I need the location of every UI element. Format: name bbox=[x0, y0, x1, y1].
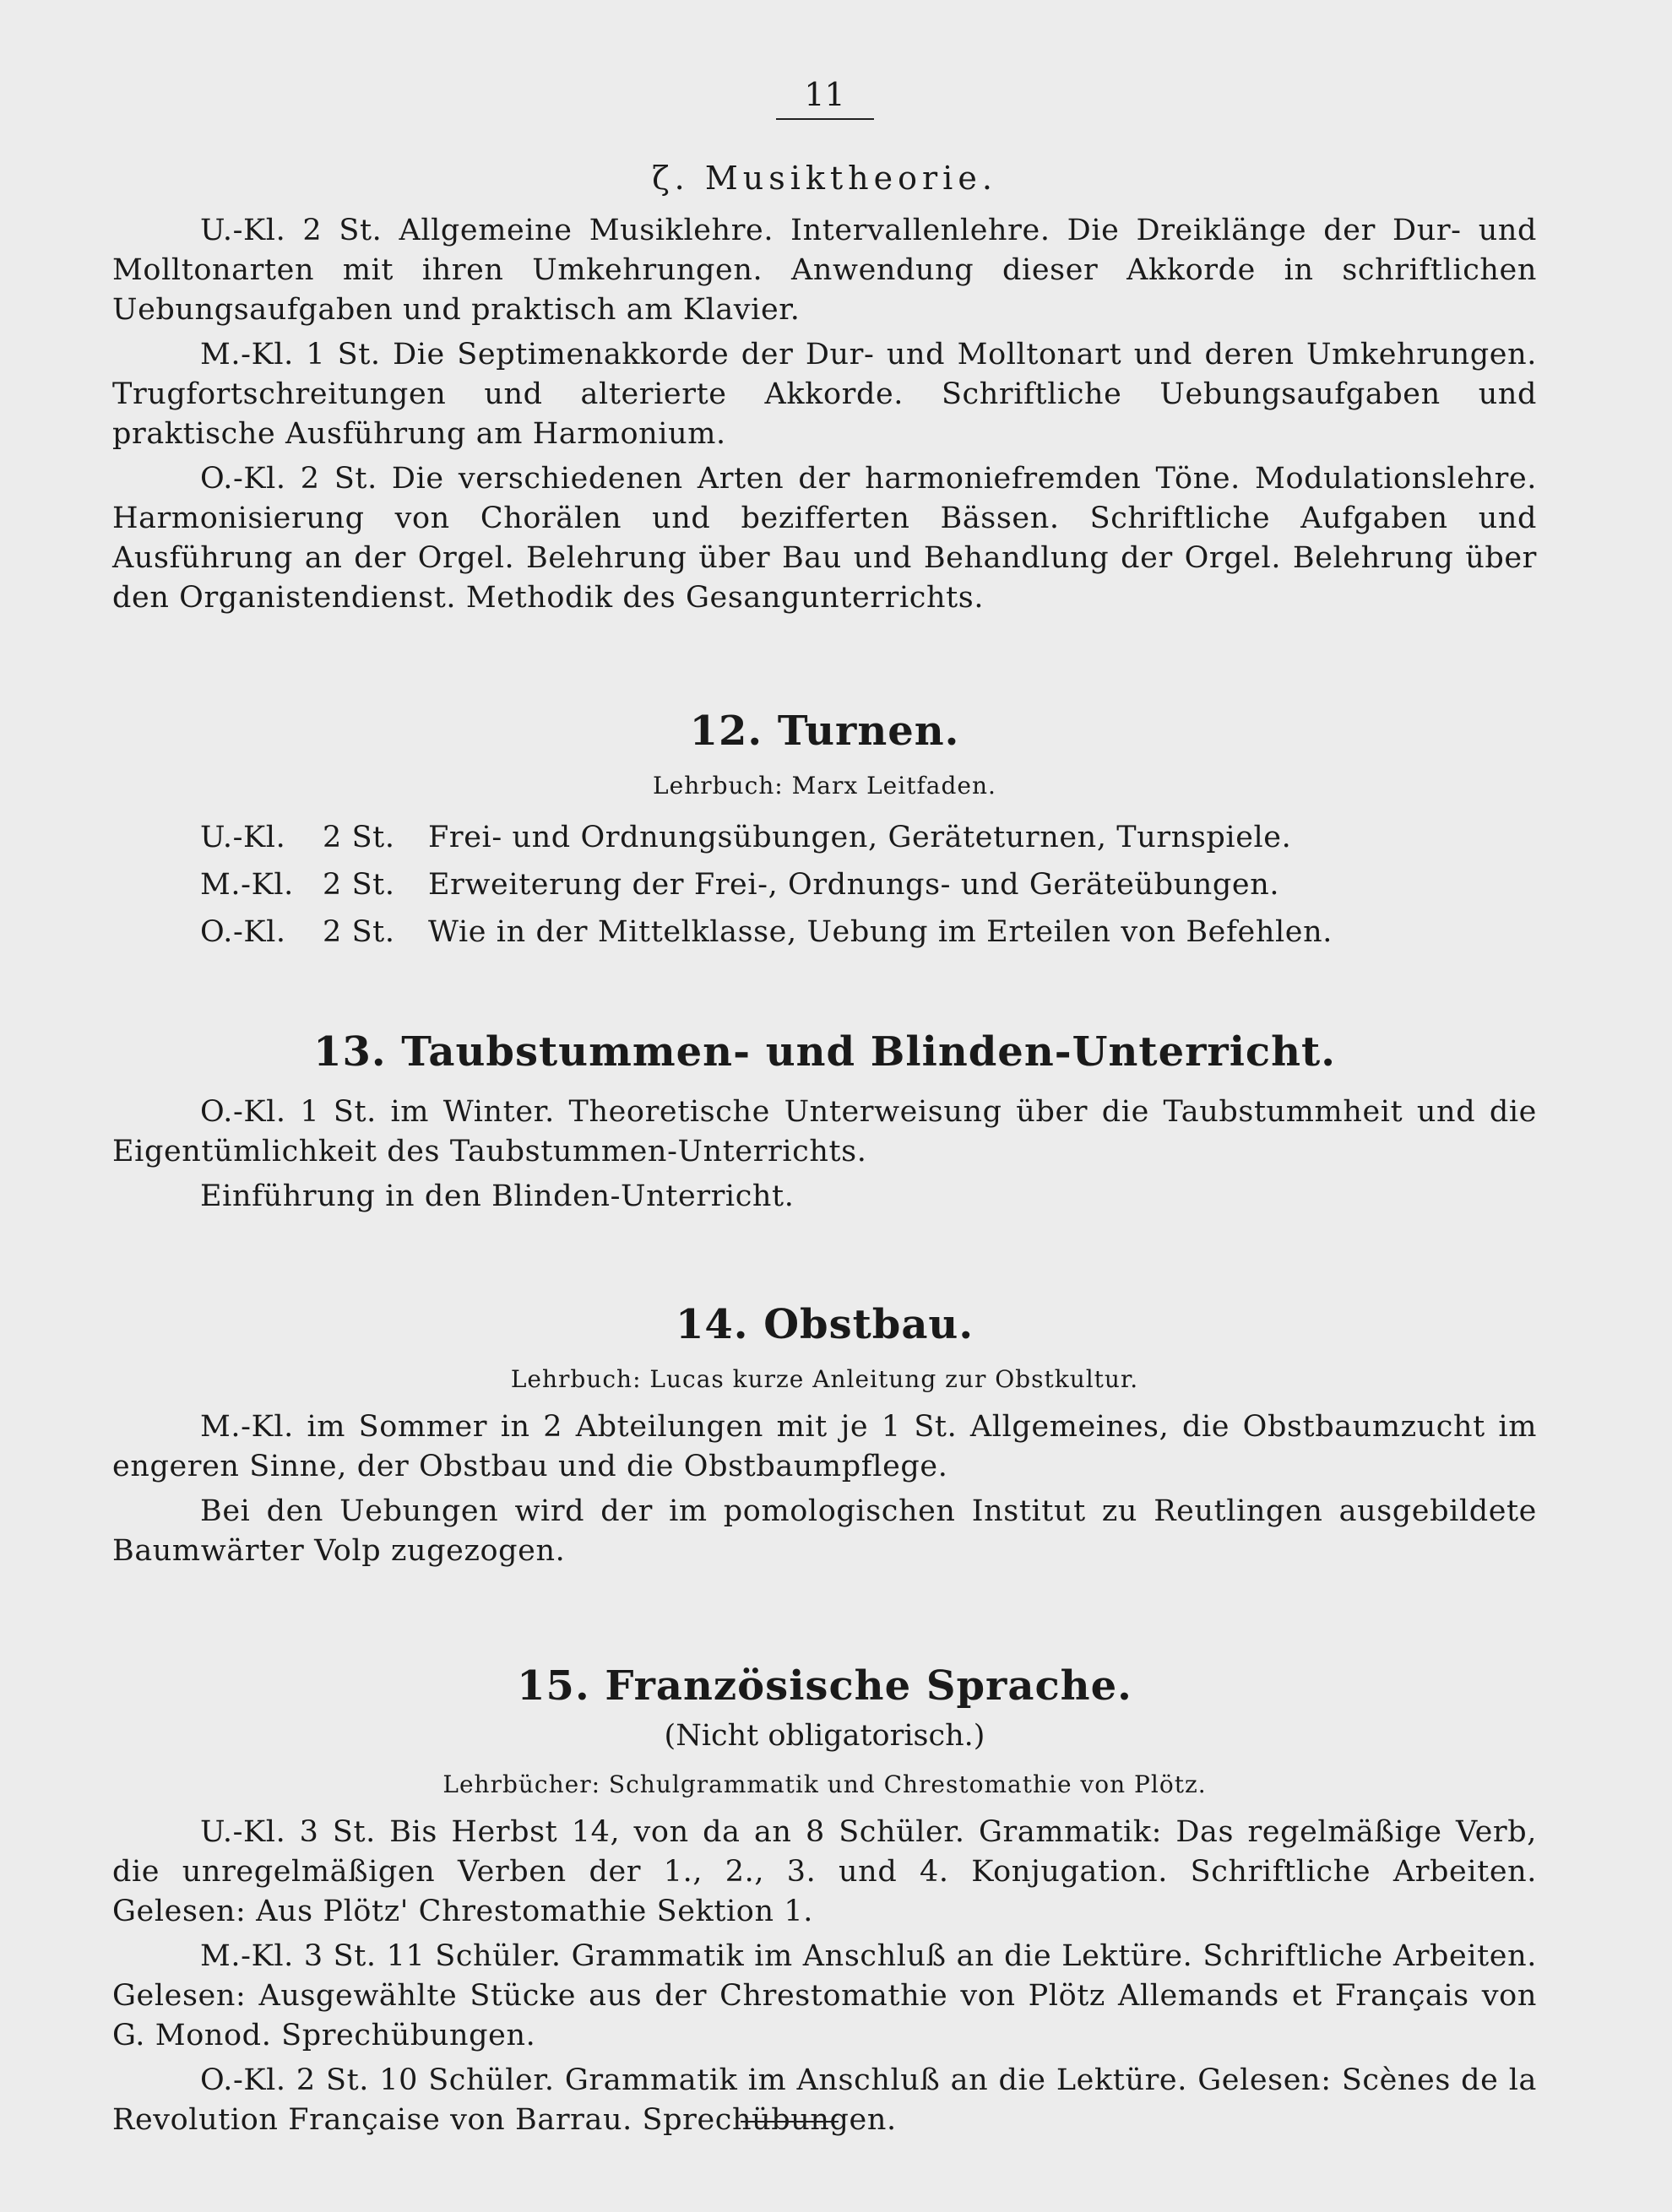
stunden-label: 2 St. bbox=[323, 868, 395, 902]
section-title-turnen: 12. Turnen. bbox=[689, 708, 960, 755]
inhalt-text: Erweiterung der Frei-, Ordnungs- und Geräteübungen. bbox=[428, 868, 1280, 902]
stunden-label: 2 St. bbox=[323, 821, 395, 854]
end-rule bbox=[741, 2121, 839, 2123]
section-obstbau bbox=[112, 1299, 1537, 1571]
section-taubstummen-blinden bbox=[112, 1027, 1537, 1217]
section-title-franzoesisch: 15. Französische Sprache. bbox=[517, 1662, 1132, 1710]
subsection-heading-musiktheorie: ζ. Musiktheorie. bbox=[652, 160, 997, 197]
inhalt-text: Frei- und Ordnungsübungen, Geräteturnen, Turnspiele. bbox=[428, 821, 1292, 854]
paragraph-franzoesisch-mittelklasse: M.-Kl. 3 St. 11 Schüler. Grammatik im Anschluß an die Lektüre. Schriftliche Arbeiten. Gelesen: Ausgewählte Stücke aus der Chrestomathie von Plötz Allemands et Français von G. Monod. Sprechübungen. bbox=[112, 1939, 1537, 2052]
stunden-label: 2 St. bbox=[323, 915, 395, 949]
klasse-label: U.-Kl. bbox=[200, 821, 286, 854]
paragraph-musiktheorie-oberklasse: O.-Kl. 2 St. Die verschiedenen Arten der harmoniefremden Töne. Modulationslehre. Harmonisierung von Chorälen und bezifferten Bässen. Schriftliche Aufgaben und Ausführung an der Orgel. Belehrung über Bau und Behandlung der Orgel. Belehrung über den Organistendienst. Methodik des Gesangunterrichts. bbox=[112, 462, 1537, 615]
note-nicht-obligatorisch: (Nicht obligatorisch.) bbox=[664, 1719, 985, 1753]
textbook-franzoesisch: Lehrbücher: Schulgrammatik und Chrestomathie von Plötz. bbox=[442, 1770, 1207, 1798]
inhalt-text: Wie in der Mittelklasse, Uebung im Erteilen von Befehlen. bbox=[428, 915, 1333, 949]
paragraph-franzoesisch-oberklasse: O.-Kl. 2 St. 10 Schüler. Grammatik im Anschluß an die Lektüre. Gelesen: Scènes de la Revolution Française von Barrau. Sprechübungen. bbox=[112, 2063, 1537, 2137]
page-number-rule bbox=[776, 118, 874, 120]
paragraph-musiktheorie-mittelklasse: M.-Kl. 1 St. Die Septimenakkorde der Dur- und Molltonart und deren Umkehrungen. Trugfortschreitungen und alterierte Akkorde. Schriftliche Uebungsaufgaben und praktische Ausführung am Harmonium. bbox=[112, 338, 1537, 451]
textbook-obstbau: Lehrbuch: Lucas kurze Anleitung zur Obstkultur. bbox=[510, 1365, 1139, 1393]
section-franzoesisch bbox=[112, 1661, 1537, 2140]
turnen-row bbox=[200, 908, 1537, 956]
paragraph-obstbau-uebungen: Bei den Uebungen wird der im pomologischen Institut zu Reutlingen ausgebildete Baumwärter Volp zugezogen. bbox=[112, 1494, 1537, 1568]
section-title-obstbau: 14. Obstbau. bbox=[675, 1301, 974, 1348]
turnen-row bbox=[200, 814, 1537, 861]
paragraph-taubstummen: O.-Kl. 1 St. im Winter. Theoretische Unterweisung über die Taubstummheit und die Eigentümlichkeit des Taubstummen-Unterrichts. bbox=[112, 1095, 1537, 1168]
paragraph-obstbau-mittelklasse: M.-Kl. im Sommer in 2 Abteilungen mit je 1 St. Allgemeines, die Obstbaumzucht im engeren Sinne, der Obstbau und die Obstbaumpflege. bbox=[112, 1410, 1537, 1483]
klasse-label: M.-Kl. bbox=[200, 868, 294, 902]
section-title-taubstummen: 13. Taubstummen- und Blinden-Unterricht. bbox=[313, 1028, 1336, 1076]
page-number: 11 bbox=[804, 76, 845, 113]
turnen-row bbox=[200, 861, 1537, 908]
section-turnen bbox=[112, 706, 1537, 956]
turnen-schedule bbox=[200, 814, 1537, 956]
paragraph-musiktheorie-unterklasse: U.-Kl. 2 St. Allgemeine Musiklehre. Intervallenlehre. Die Dreiklänge der Dur- und Molltonarten mit ihren Umkehrungen. Anwendung dieser Akkorde in schriftlichen Uebungsaufgaben und praktisch am Klavier. bbox=[112, 214, 1537, 327]
paragraph-blinden: Einführung in den Blinden-Unterricht. bbox=[200, 1179, 795, 1213]
paragraph-franzoesisch-unterklasse: U.-Kl. 3 St. Bis Herbst 14, von da an 8 Schüler. Grammatik: Das regelmäßige Verb, die unregelmäßigen Verben der 1., 2., 3. und 4. Konjugation. Schriftliche Arbeiten. Gelesen: Aus Plötz' Chrestomathie Sektion 1. bbox=[112, 1815, 1537, 1928]
klasse-label: O.-Kl. bbox=[200, 915, 286, 949]
textbook-turnen: Lehrbuch: Marx Leitfaden. bbox=[653, 772, 996, 800]
section-musiktheorie bbox=[112, 157, 1537, 618]
